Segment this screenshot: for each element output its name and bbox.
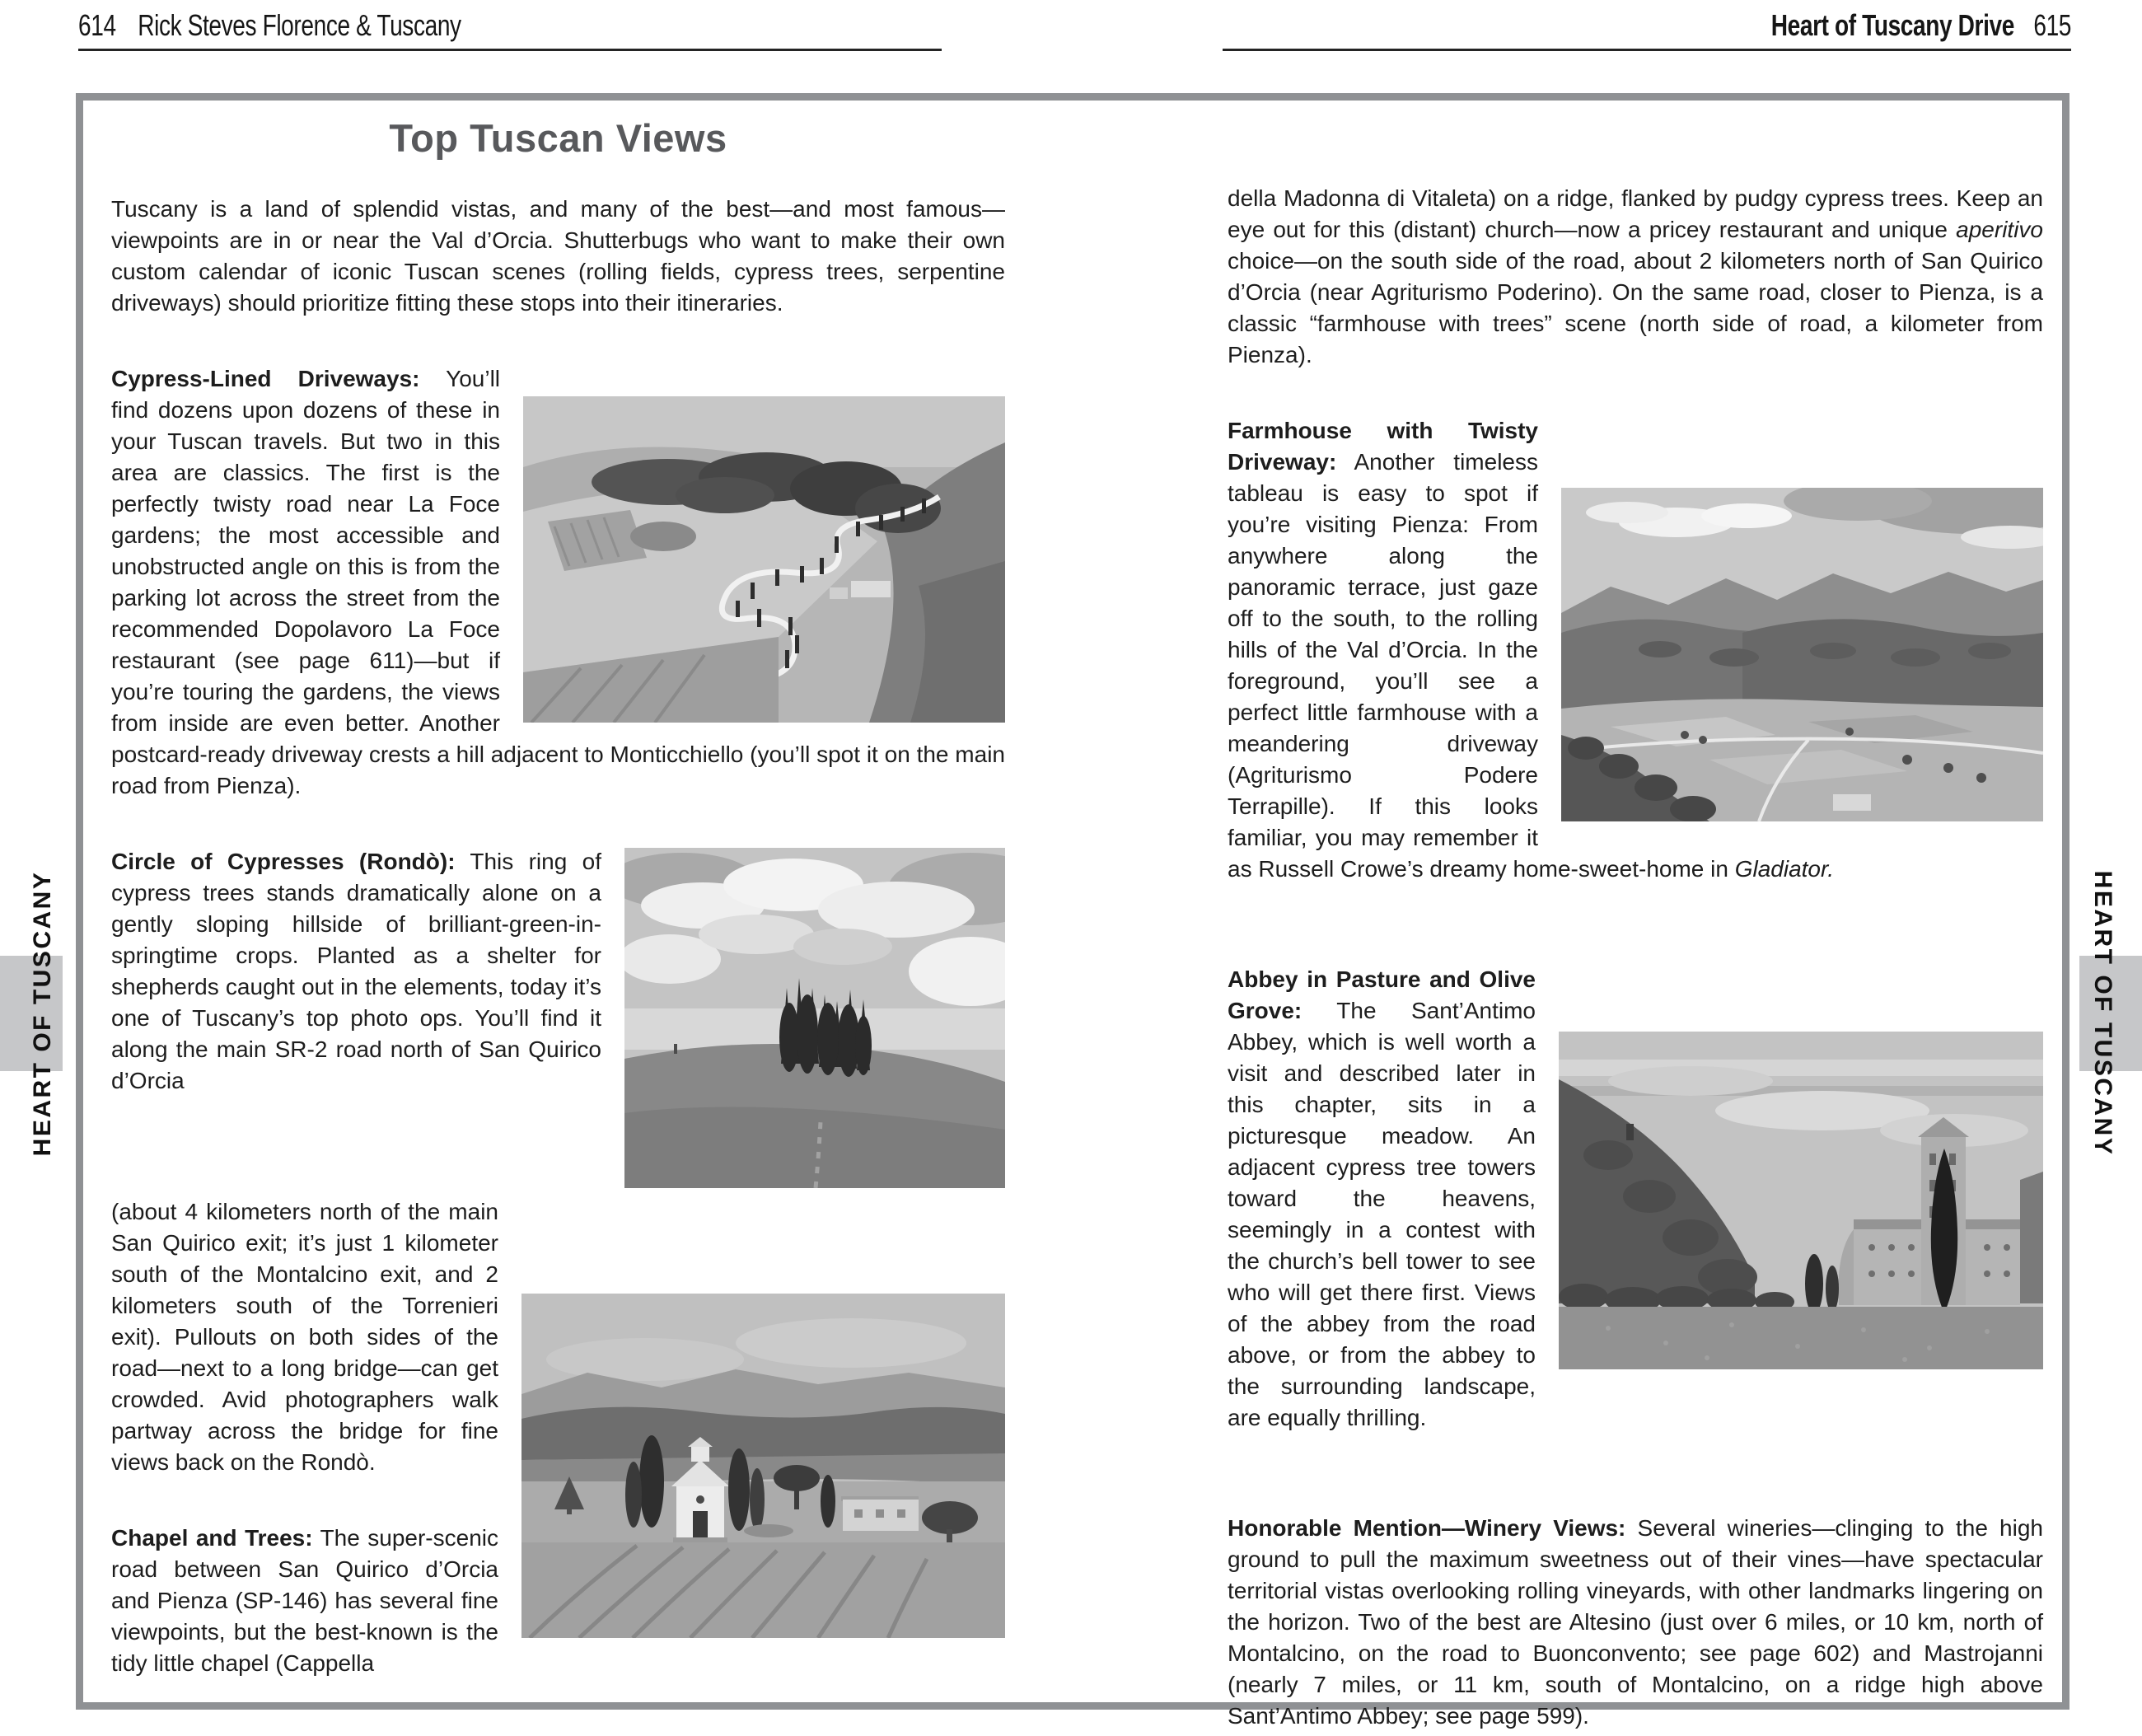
top-tuscan-views-box <box>76 93 2070 1729</box>
page-number-right: 615 <box>2033 8 2071 42</box>
section-text-circle-continued: (about 4 kilometers north of the main San Quirico exit; it’s just 1 kilometer south of the Montalcino exit, and 2 kilometers south of the Torrenieri exit). Pullouts on both sides of the road—next to a long bridge—can get crowded. Avid photographers walk partway across the bridge for fine views back on the Rondò. <box>111 1199 498 1475</box>
la-foce-driveway-photo <box>523 396 1005 723</box>
vitaleta-chapel-illustration <box>521 1294 1005 1638</box>
page-number-left: 614 <box>78 8 116 42</box>
section-label-abbey: Abbey in Pasture and Olive Grove: <box>1228 966 1536 1023</box>
rondo-cypresses-photo <box>624 848 1005 1188</box>
chapel-continued-paragraph: della Madonna di Vitaleta) on a ridge, flanked by pudgy cypress trees. Keep an eye out for this (distant) church—now a pricey restaurant and unique aperitivo choice—on the south side of the road, about 2 kilometers north of San Quirico d’Orcia (near Agriturismo Poderino). On the same road, closer to Pienza, is a classic “farmhouse with trees” scene (north side of road, a kilometer from Pienza). <box>1228 185 2043 367</box>
column-left <box>111 115 1005 1679</box>
box-title: Top Tuscan Views <box>389 116 727 160</box>
vitaleta-chapel-photo <box>521 1294 1005 1638</box>
section-text-cypress-driveways: You’ll find dozens upon dozens of these in your Tuscan travels. But two in this area are classics. The first is the perfectly twisty road near La Foce gardens; the most accessible and unobstructed angle on this is from the parking lot across the street from the recommended Dopolavoro La Foce restaurant (see page 611)—but if you’re touring the gardens, the views from inside are even better. Another postcard-ready driveway crests a hill adjacent to Monticchiello (you’ll spot it on the main road from Pienza). <box>111 366 1005 798</box>
section-circle-of-cypresses <box>111 846 1005 1097</box>
intro-paragraph: Tuscany is a land of splendid vistas, and many of the best—and most famous—viewpoints are in or near the Val d’Orcia. Shutterbugs who want to make their own custom calendar of iconic Tuscan scenes (rolling fields, cypress trees, serpentine driveways) should prioritize fitting these stops into their itineraries. <box>111 196 1005 316</box>
section-label-chapel-and-trees: Chapel and Trees: <box>111 1525 313 1551</box>
val-dorcia-view-illustration <box>1561 488 2043 821</box>
santantimo-abbey-photo <box>1559 1032 2043 1369</box>
section-circle-of-cypresses-continued <box>111 1196 1005 1478</box>
book-title: Rick Steves Florence & Tuscany <box>138 8 461 42</box>
running-head-left <box>78 8 569 43</box>
section-text-farmhouse: Another timeless tableau is easy to spot if you’re visiting Pienza: From anywhere along the panoramic terrace, just gaze off to the south, to the rolling hills of the Val d’Orcia. In the foreground, you’ll see a perfect little farmhouse with a meandering driveway (Agriturismo Podere Terrapille). If this looks familiar, you may remember it as Russell Crowe’s dreamy home-sweet-home in Gladiator. <box>1228 449 1835 882</box>
rondo-cypresses-illustration <box>624 848 1005 1188</box>
margin-tab-label-right: HEART OF TUSCANY <box>2089 870 2116 1157</box>
section-label-farmhouse: Farmhouse with Twisty Driveway: <box>1228 418 1538 475</box>
la-foce-driveway-illustration <box>523 396 1005 723</box>
section-text-winery: Several wineries—clinging to the high ground to pull the maximum sweetness out of their vines—have spectacular territorial vistas overlooking rolling vineyards, with other landmarks lingering on the horizon. Two of the best are Altesino (just over 6 miles, or 10 km, north of Montalcino, on the road to Buonconvento; see page 602) and Mastrojanni (nearly 7 miles, or 11 km, south of Montalcino, on a ridge high above Sant’Antimo Abbey; see page 599). <box>1228 1515 2043 1729</box>
section-text-circle-of-cypresses: This ring of cypress trees stands dramatically alone on a gently sloping hillside of brilliant-green-in-springtime crops. Planted as a shelter for shepherds caught out in the elements, today it’s one of Tuscany’s top photo ops. You’ll find it along the main SR-2 road north of San Quirico d’Orcia <box>111 849 601 1093</box>
santantimo-abbey-illustration <box>1559 1032 2043 1369</box>
section-cypress-driveways <box>111 363 1005 802</box>
section-winery <box>1228 1513 2043 1732</box>
chapter-title: Heart of Tuscany Drive <box>1770 8 2014 42</box>
margin-tab-label-left: HEART OF TUSCANY <box>29 870 56 1157</box>
running-head-right <box>1686 8 2071 43</box>
val-dorcia-view-photo <box>1561 488 2043 821</box>
section-label-circle-of-cypresses: Circle of Cypresses (Rondò): <box>111 849 456 874</box>
section-label-winery: Honorable Mention—Winery Views: <box>1228 1515 1626 1541</box>
header-rule-right <box>1223 49 2071 51</box>
section-farmhouse <box>1228 415 2043 885</box>
section-text-chapel-and-trees: The super-scenic road between San Quirico d’Orcia and Pienza (SP-146) has several fine viewpoints, but the best-known is the tidy little chapel (Cappella <box>111 1525 498 1676</box>
section-label-cypress-driveways: Cypress-Lined Driveways: <box>111 366 420 391</box>
header-rule-left <box>78 49 942 51</box>
column-right <box>1228 183 2043 1732</box>
section-abbey <box>1228 964 2043 1434</box>
section-text-abbey: The Sant’Antimo Abbey, which is well worth a visit and described later in this chapter, sits in a picturesque meadow. An adjacent cypress tree towers toward the heavens, seemingly in a contest with the church’s bell tower to see who will get there first. Views of the abbey from the road above, or from the abbey to the surrounding landscape, are equally thrilling. <box>1228 998 1536 1430</box>
